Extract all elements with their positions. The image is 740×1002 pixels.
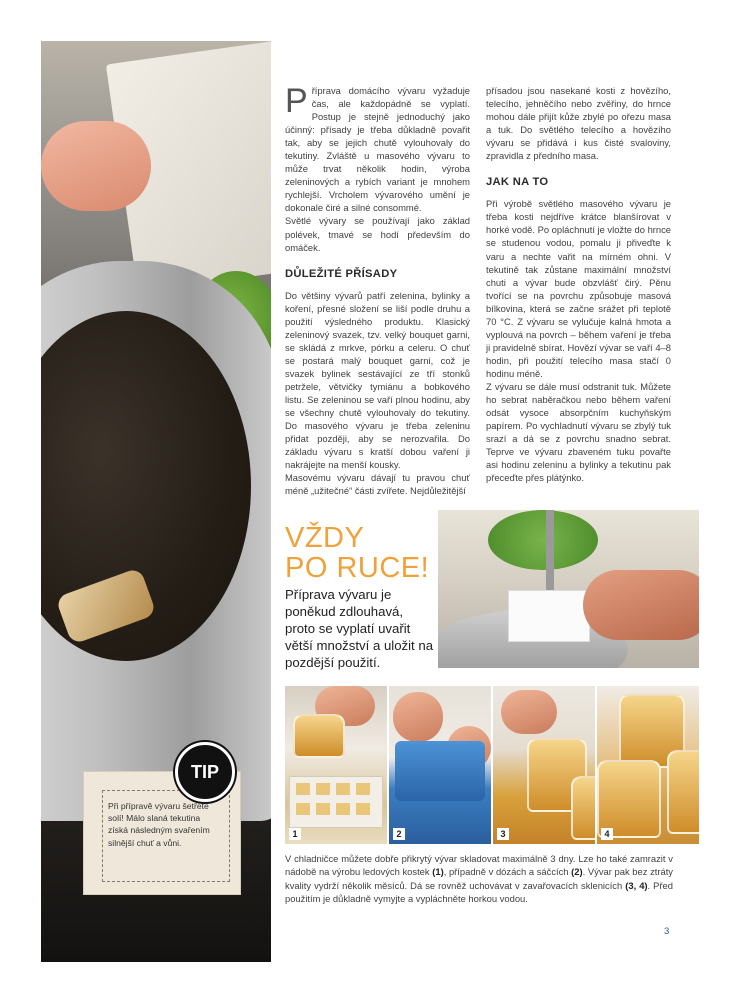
title-line-1: VŽDY [285, 522, 365, 554]
ice-cell [296, 803, 310, 815]
caption-part-3: . Vývar pak bez ztráty kvality vydrží několik měsíců. Dá se rovněž uchovávat v zavařovacích sklenicích [285, 866, 673, 891]
always-at-hand-text: Příprava vývaru je poněkud zdlouhavá, proto se vyplatí uvařit větší množství a uložit na pozdější použití. [285, 587, 434, 670]
ice-cell [356, 803, 370, 815]
preserving-jar [667, 750, 699, 834]
ingredients-paragraph-2: Masovému vývaru dávají tu pravou chuť méně „užitečné“ části zvířete. Nejdůležitější [285, 472, 470, 497]
drop-cap: P [285, 82, 308, 120]
freezer-container [395, 741, 485, 801]
step-photo-1 [285, 686, 387, 844]
ingredients-continued: přísadou jsou nasekané kosti z hovězího, telecího, jehněčího nebo zvěřiny, do hrnce mohou dále přijít kůže zbylé po ořezu masa a tuk. Do světlého telecího a hovězího vývaru se přidává i kus čisté svaloviny, zpravidla z předního masa. [486, 85, 671, 162]
caption-part-2: , případně v dózách a sáčcích [443, 866, 572, 878]
caption-ref-2: (2) [571, 866, 583, 878]
hand [393, 692, 443, 742]
step-photo-3 [493, 686, 595, 844]
measuring-jug [293, 714, 345, 758]
herbs-background [488, 510, 598, 570]
caption-part-1: V chladničce můžete dobře přikrytý vývar skladovat maximálně 3 dny. Lze ho také zamrazit v nádobě na výrobu ledových kostek [285, 853, 673, 878]
page-number: 3 [664, 926, 670, 937]
ice-cell [296, 783, 310, 795]
article-column-2 [486, 84, 671, 484]
heading-ingredients: DŮLEŽITÉ PŘÍSADY [285, 267, 398, 280]
step-number: 2 [393, 828, 405, 840]
ingredients-paragraph-1: Do většiny vývarů patří zelenina, bylinky a koření, přesné složení se liší podle druhu a použití výsledného produktu. Klasický zeleninový svazek, tzv. velký bouquet garni, se skládá z mrkve, pórku a celeru. O chuť se postará malý bouquet garni, což je svazek bylinek sestávající ze tří stonků petržele, větvičky tymiánu a bobkového listu. Se zeleninou se vaří plnou hodinu, aby se všechny chutě vylouhovaly do tekutiny. Do masového vývaru je třeba zeleninu přidat později, aby se nerozvařila. Do základu vývaru s kratší dobou vaření ji nakrájejte na menší kousky. [285, 289, 470, 471]
ice-cell [316, 783, 330, 795]
title-line-2: PO RUCE! [285, 552, 430, 584]
hand [501, 690, 557, 734]
heading-howto: JAK NA TO [486, 176, 549, 189]
ice-cell [336, 803, 350, 815]
intro-paragraph-2: Světlé vývary se používají jako základ polévek, tmavé se hodí především do omáček. [285, 215, 470, 253]
caption-ref-1: (1) [432, 866, 444, 878]
caption-ref-3: (3, 4) [625, 879, 648, 891]
plastic-container [508, 590, 590, 642]
ice-cell [356, 783, 370, 795]
hand [41, 121, 151, 211]
howto-paragraph-1: Při výrobě světlého masového vývaru je třeba kosti nejdříve krátce blanšírovat v horké vodě. Po opláchnutí je vložte do hrnce se studenou vodou, pomalu ji přiveďte k varu a nechte vařit na mírném ohni. V tekutině tak zůstane maximální množství chuti a vývar bude obzvlášť čirý. Pěnu tvořící se na povrchu způsobuje masová bílkovina, která se začne srážet při teplotě 70 °C. Z vývaru se vylučuje kalná hmota a vyplouvá na povrch – během vaření je třeba ji pravidelně sbírat. Hovězí vývar se vaří 4–8 hodin, při použití telecího masa stačí 0 hodinu méně. [486, 198, 672, 379]
intro-text: říprava domácího vývaru vyžaduje čas, ale každopádně se vyplatí. Postup je stejně jednoduchý jako účinný: přísady je třeba důkladně povařit tak, aby se jejich chutě vylouhovaly do tekutiny. Zvláště u masového vývaru to může trvat několik hodin, výroba zeleninových a rybích variant je mnohem rychlejší. Vrcholem vývarového umění je dokonale čiré a silné consommé. [285, 85, 470, 214]
hand [583, 570, 699, 640]
always-at-hand-title [285, 523, 435, 583]
intro-paragraph [285, 84, 470, 214]
preserving-jar [571, 776, 595, 840]
ladle-photo [438, 510, 699, 668]
ladle [546, 510, 554, 590]
tip-badge: TIP [175, 742, 235, 802]
ice-cell [316, 803, 330, 815]
ice-cell [336, 783, 350, 795]
step-number: 3 [497, 828, 509, 840]
tip-text: Při přípravě vývaru šetřete solí! Málo slaná tekutina získá následným svařením silnější chuť a vůni. [108, 801, 210, 848]
step-photo-2 [389, 686, 491, 844]
ice-cube-tray [289, 776, 383, 828]
step-number: 4 [601, 828, 613, 840]
preserving-jar [597, 760, 661, 838]
article-column-1 [285, 84, 470, 497]
step-photo-4 [597, 686, 699, 844]
step-number: 1 [289, 828, 301, 840]
howto-paragraph-2: Z vývaru se dále musí odstranit tuk. Můžete ho sebrat naběračkou nebo během vaření odsát vysoce absorpčním kuchyňským papírem. Po vychladnutí vývaru se zbylý tuk srazí a dá se z povrchu snadno sebrat. Teprve ve vývaru zbaveném tuku povařte asi hodinu zeleninu a bylinky a tekutinu pak přeceďte přes plátýnko. [486, 380, 671, 484]
photo-caption [285, 852, 673, 906]
caption-part-4: . Před použitím je důkladně vymyjte a vypláchněte horkou vodou. [285, 879, 673, 905]
